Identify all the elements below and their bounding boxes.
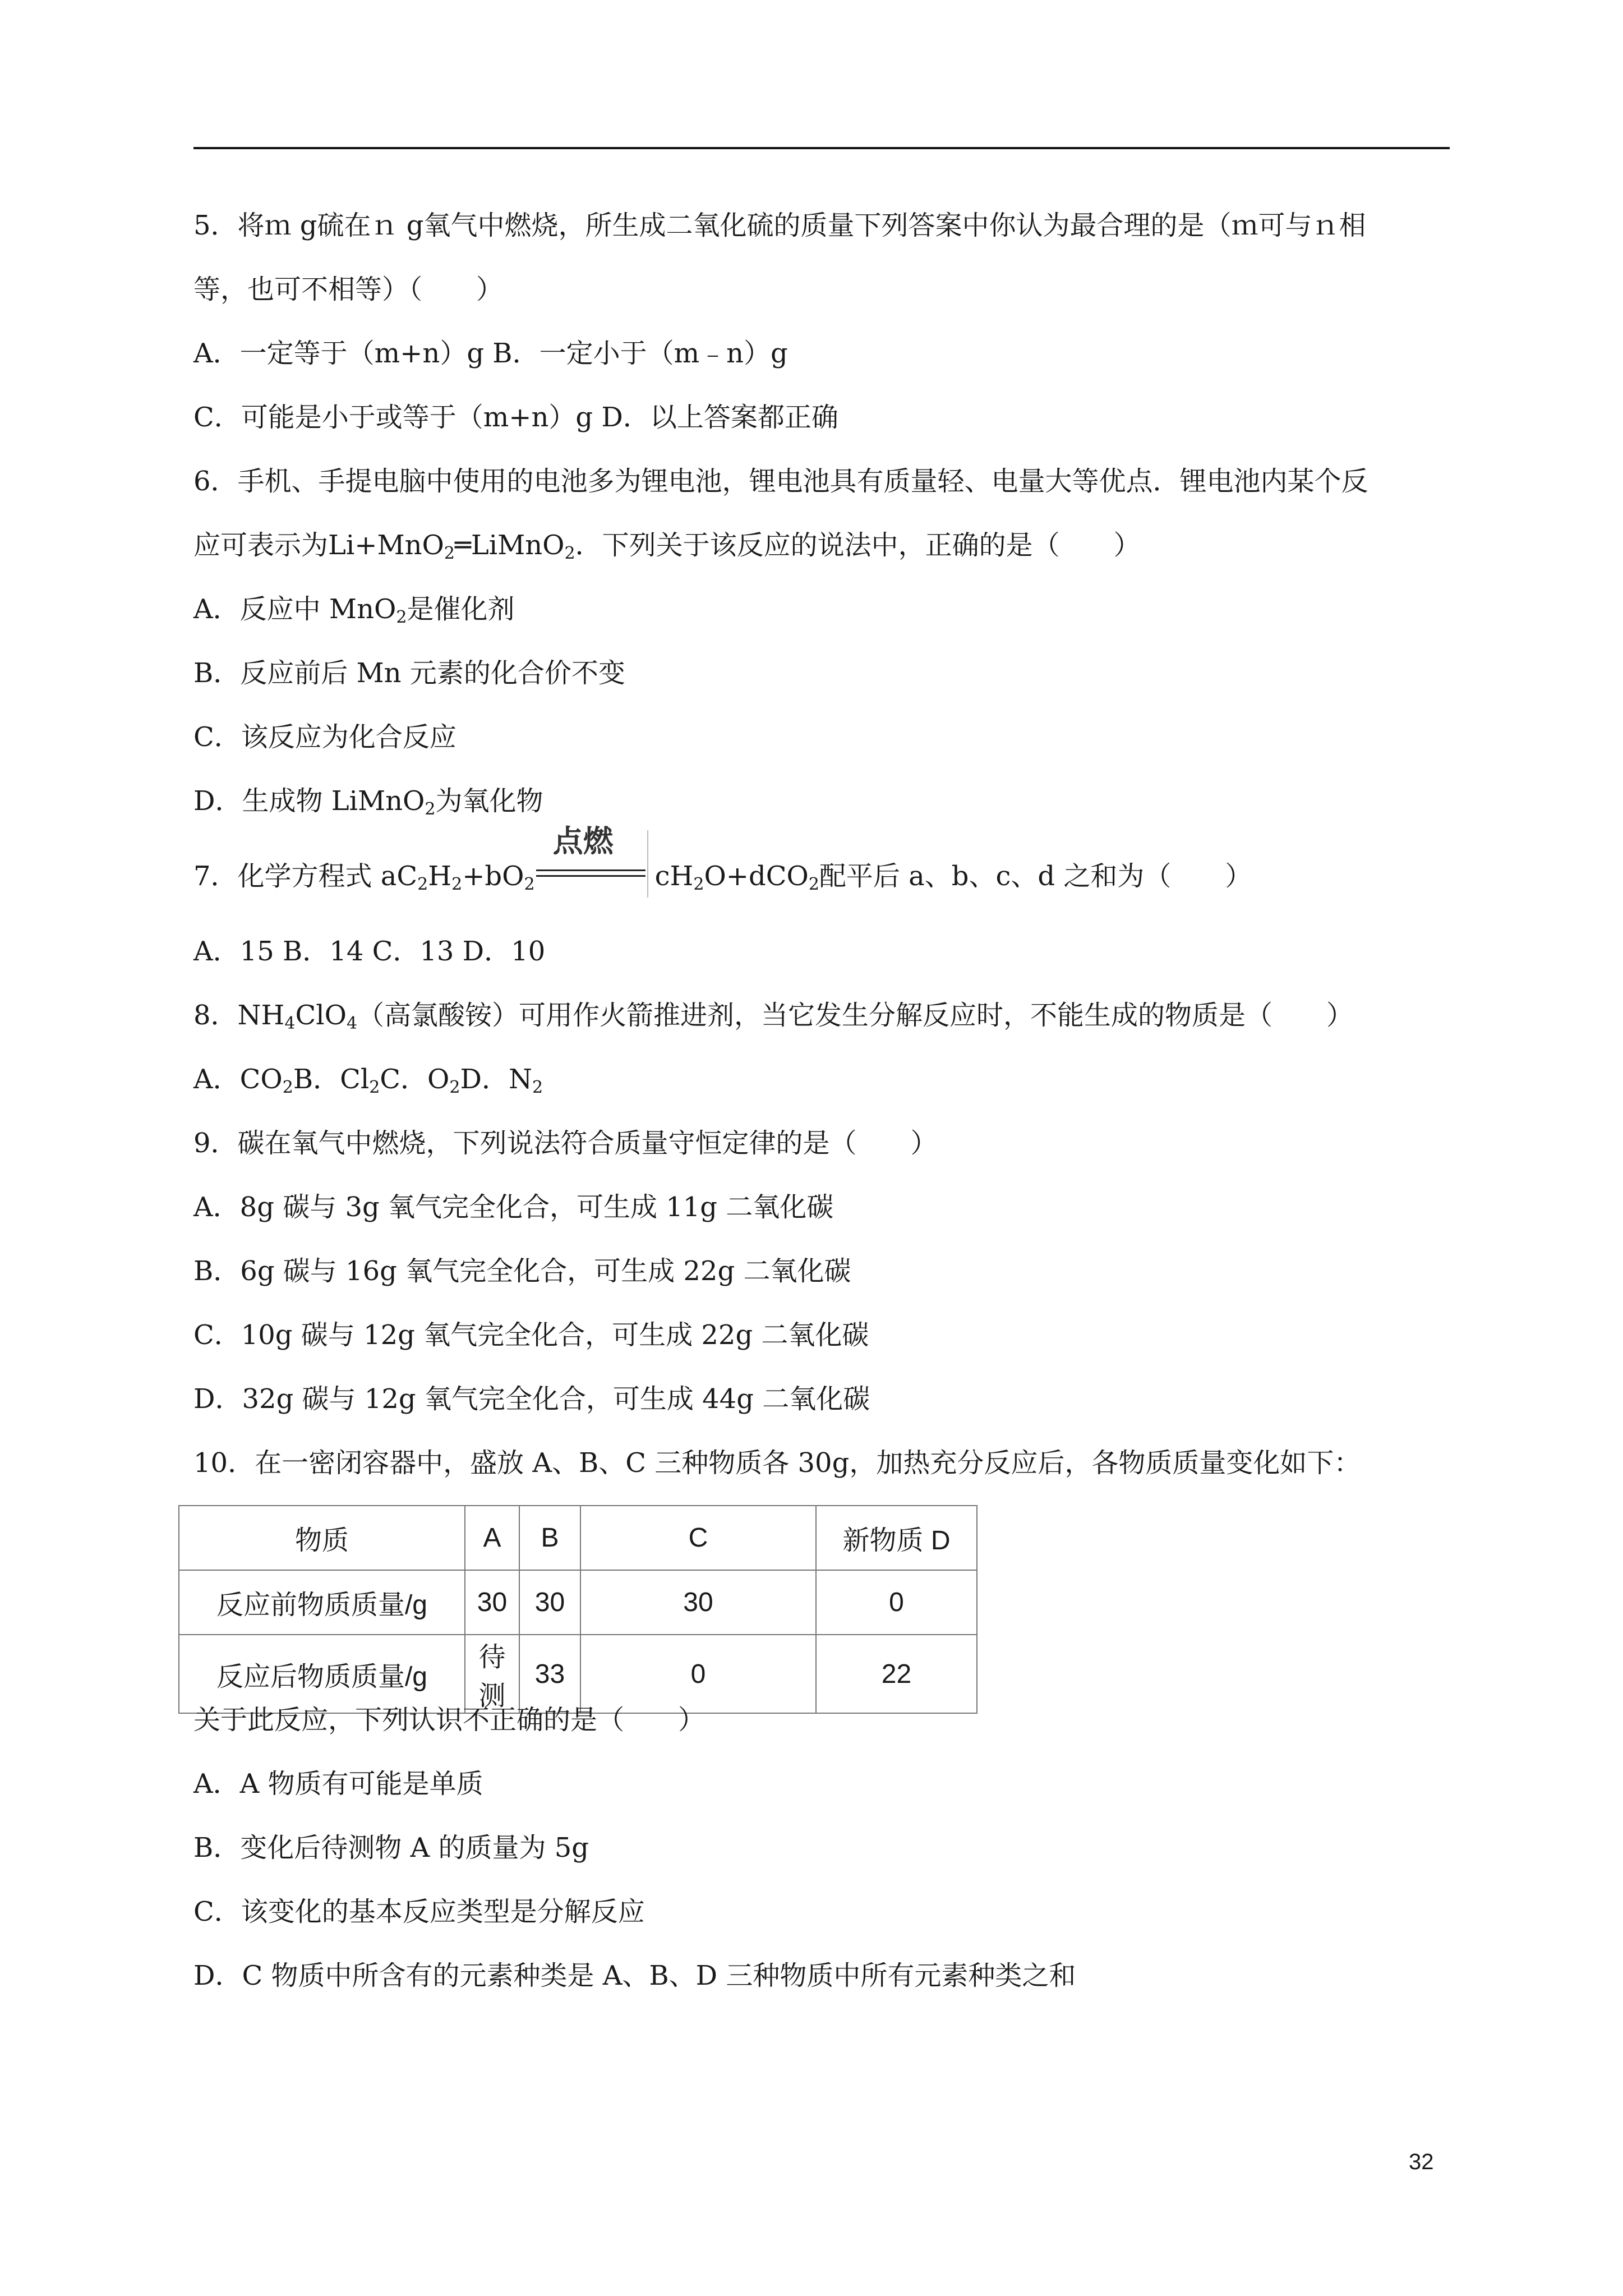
table-cell: 30 <box>580 1570 816 1635</box>
header-rule <box>193 147 1450 149</box>
table-row <box>179 1635 977 1713</box>
table-row <box>179 1570 977 1635</box>
table-header-cell: 物质 <box>179 1506 465 1570</box>
table-cell: 反应后物质质量/g <box>179 1635 465 1713</box>
q10-option-c: C．该变化的基本反应类型是分解反应 <box>193 1896 645 1927</box>
q9-option-a: A．8g 碳与 3g 氧气完全化合，可生成 11g 二氧化碳 <box>193 1191 834 1223</box>
table-header-cell: A <box>465 1506 519 1570</box>
table-cell: 反应前物质质量/g <box>179 1570 465 1635</box>
table-header-row <box>179 1506 977 1570</box>
table-header-cell: C <box>580 1506 816 1570</box>
q8-options: A．$CO_2B$．$Cl_2C$．$O_2D$．$N_2$ <box>193 1064 543 1097</box>
q10-option-b: B．变化后待测物 A 的质量为 5g <box>193 1832 589 1864</box>
q10-option-a: A．A 物质有可能是单质 <box>193 1768 483 1800</box>
q5-options-cd: C．可能是小于或等于（m+n）g D．以上答案都正确 <box>193 402 838 433</box>
q6-stem-line1: 6．手机、手提电脑中使用的电池多为锂电池，锂电池具有质量轻、电量大等优点．锂电池内某个反 <box>193 466 1368 497</box>
q6-option-d: D．生成物 LiMnO$_2$为氧化物 <box>193 785 543 819</box>
q5-options-ab: A．一定等于（m+n）g B．一定小于（m﹣n）g <box>193 338 788 369</box>
q6-option-c: C．该反应为化合反应 <box>193 721 457 753</box>
table-cell: 0 <box>816 1570 977 1635</box>
table-cell: 30 <box>519 1570 580 1635</box>
table-cell: 33 <box>519 1635 580 1713</box>
q6-option-b: B．反应前后 Mn 元素的化合价不变 <box>193 657 625 689</box>
q6-stem-line2: 应可表示为Li+MnO$_2$═LiMnO$_2$．下列关于该反应的说法中，正确的是（ ） <box>193 530 1141 563</box>
table-header-cell: 新物质 D <box>816 1506 977 1570</box>
q9-stem: 9．碳在氧气中燃烧，下列说法符合质量守恒定律的是（ ） <box>193 1128 938 1159</box>
q5-stem-line2: 等，也可不相等）（ ） <box>193 274 504 305</box>
mass-change-table <box>178 1505 978 1714</box>
q8-stem: 8．$NH_4ClO_4$（高氯酸铵）可用作火箭推进剂，当它发生分解反应时，不能生成的物质是（ ） <box>193 1000 1354 1033</box>
q7-options: A．15 B．14 C．13 D．10 <box>193 936 546 967</box>
q9-option-d: D．32g 碳与 12g 氧气完全化合，可生成 44g 二氧化碳 <box>193 1383 870 1415</box>
table-header-cell: B <box>519 1506 580 1570</box>
table-cell: 22 <box>816 1635 977 1713</box>
table-cell: 待测 <box>465 1635 519 1713</box>
table-cell: 0 <box>580 1635 816 1713</box>
q10-question: 关于此反应，下列认识不正确的是（ ） <box>193 1704 706 1736</box>
reaction-condition-arrow <box>536 823 654 893</box>
q10-option-d: D．C 物质中所含有的元素种类是 A、B、D 三种物质中所有元素种类之和 <box>193 1960 1076 1991</box>
page-number: 32 <box>1409 2150 1434 2174</box>
q7-stem: 7．化学方程式 $aC_2H_2+bO_2$ 点燃 $cH_2O+dCO_2$配平后 a、b、c、d 之和为（ ） <box>193 859 1252 893</box>
q9-option-c: C．10g 碳与 12g 氧气完全化合，可生成 22g 二氧化碳 <box>193 1319 869 1351</box>
q5-stem-line1: 5．将ｍ g硫在ｎ g氧气中燃烧，所生成二氧化硫的质量下列答案中你认为最合理的是（ｍ可与ｎ相 <box>193 210 1366 241</box>
q10-stem: 10．在一密闭容器中，盛放 A、B、C 三种物质各 30g，加热充分反应后，各物质质量变化如下： <box>193 1447 1361 1479</box>
ignite-condition-label: 点燃 <box>552 823 614 859</box>
q9-option-b: B．6g 碳与 16g 氧气完全化合，可生成 22g 二氧化碳 <box>193 1255 851 1287</box>
q6-option-a: A．反应中 MnO$_2$是催化剂 <box>193 593 515 627</box>
table-cell: 30 <box>465 1570 519 1635</box>
